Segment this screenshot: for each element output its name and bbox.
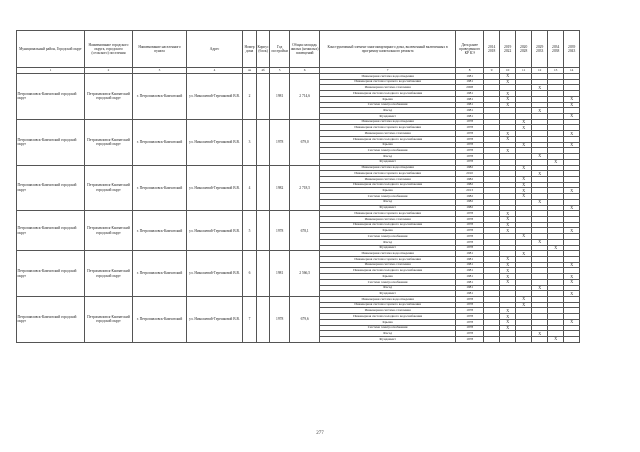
period-mark-cell: X	[564, 131, 580, 137]
period-mark-cell: X	[548, 337, 564, 343]
prior-repair-date-cell: 1981	[456, 274, 484, 280]
municipality-cell: Петропавловск-Камчатский городской округ	[17, 251, 85, 297]
column-header: Дата ранее проведенного КР КЭ	[456, 31, 484, 68]
column-header: 2034 2038	[548, 31, 564, 68]
element-cell: Фундамент	[320, 114, 456, 120]
settlement-cell: Петропавловск-Камчатский городской округ	[85, 251, 133, 297]
column-header: Общая площадь жилых (нежилых) помещений	[290, 31, 320, 68]
period-mark-cell	[484, 337, 500, 343]
locality-cell: г. Петропавловск-Камчатский	[133, 74, 187, 120]
element-cell: Инженерная система горячего водоснабжения	[320, 211, 456, 217]
prior-repair-date-cell: 1978	[456, 234, 484, 240]
period-mark-cell: X	[564, 291, 580, 297]
prior-repair-date-cell: 1978	[456, 297, 484, 303]
element-cell: Инженерная система холодного водоснабжения	[320, 136, 456, 142]
address-cell: ул. Николаевой-Терешковой В.В.	[187, 119, 243, 165]
area-cell: 2 566,5	[290, 251, 320, 297]
area-cell: 2 714,6	[290, 74, 320, 120]
period-mark-cell: X	[516, 302, 532, 308]
period-mark-cell: X	[516, 188, 532, 194]
table-header-row	[17, 31, 580, 68]
period-mark-cell: X	[516, 182, 532, 188]
element-cell: Инженерная система горячего водоснабжения	[320, 257, 456, 263]
prior-repair-date-cell: 1978	[456, 131, 484, 137]
column-number: 2	[85, 68, 133, 74]
column-header: Корпус (блок)	[257, 31, 270, 68]
element-cell: Система электроснабжения	[320, 234, 456, 240]
element-cell: Инженерная система отопления	[320, 85, 456, 91]
element-cell: Фундамент	[320, 245, 456, 251]
period-mark-cell: X	[532, 171, 548, 177]
prior-repair-date-cell: 1981	[456, 79, 484, 85]
period-mark-cell: X	[564, 188, 580, 194]
prior-repair-date-cell: 1981	[456, 285, 484, 291]
prior-repair-date-cell: 1982	[456, 199, 484, 205]
period-mark-cell: X	[500, 325, 516, 331]
municipality-cell: Петропавловск-Камчатский городской округ	[17, 165, 85, 211]
column-number: 7	[320, 68, 456, 74]
prior-repair-date-cell: 1978	[456, 222, 484, 228]
period-mark-cell: X	[500, 222, 516, 228]
element-cell: Крыша	[320, 96, 456, 102]
area-cell: 679,0	[290, 119, 320, 165]
address-cell: ул. Николаевой-Терешковой В.В.	[187, 74, 243, 120]
block-cell	[257, 211, 270, 251]
element-cell: Фасад	[320, 331, 456, 337]
municipality-cell: Петропавловск-Камчатский городской округ	[17, 119, 85, 165]
period-mark-cell: X	[500, 136, 516, 142]
municipality-cell: Петропавловск-Камчатский городской округ	[17, 74, 85, 120]
period-mark-cell	[532, 337, 548, 343]
locality-cell: г. Петропавловск-Камчатский	[133, 211, 187, 251]
address-cell: ул. Николаевой-Терешковой В.В.	[187, 297, 243, 343]
column-number: 6	[290, 68, 320, 74]
prior-repair-date-cell: 1978	[456, 314, 484, 320]
element-cell: Инженерная система отопления	[320, 176, 456, 182]
element-cell: Инженерная система горячего водоснабжения	[320, 302, 456, 308]
prior-repair-date-cell: 1978	[456, 148, 484, 154]
element-cell: Инженерная система водоотведения	[320, 119, 456, 125]
period-mark-cell: X	[532, 239, 548, 245]
area-cell: 2 718,5	[290, 165, 320, 211]
period-mark-cell: X	[500, 279, 516, 285]
element-cell: Инженерная система горячего водоснабжения	[320, 79, 456, 85]
period-mark-cell	[516, 337, 532, 343]
prior-repair-date-cell: 1978	[456, 325, 484, 331]
period-mark-cell: X	[564, 274, 580, 280]
period-mark-cell: X	[564, 319, 580, 325]
build-year-cell: 1981	[270, 251, 290, 297]
prior-repair-date-cell: 1978	[456, 159, 484, 165]
prior-repair-date-cell: 1978	[456, 216, 484, 222]
page-number: 277	[316, 431, 324, 436]
prior-repair-date-cell: 2008	[456, 85, 484, 91]
element-cell: Инженерная система водоотведения	[320, 165, 456, 171]
element-cell: Инженерная система отопления	[320, 262, 456, 268]
house-number-cell: 6	[243, 251, 257, 297]
column-header: 2029 2033	[532, 31, 548, 68]
house-number-cell: 5	[243, 211, 257, 251]
column-number: 10	[500, 68, 516, 74]
period-mark-cell: X	[516, 165, 532, 171]
element-cell: Инженерная система холодного водоснабжения	[320, 91, 456, 97]
element-cell: Инженерная система холодного водоснабжения	[320, 314, 456, 320]
table-body	[17, 74, 580, 343]
prior-repair-date-cell: 1981	[456, 91, 484, 97]
period-mark-cell: X	[516, 297, 532, 303]
period-mark-cell: X	[500, 314, 516, 320]
prior-repair-date-cell: 1981	[456, 74, 484, 80]
house-number-cell: 2	[243, 74, 257, 120]
column-number: 11	[516, 68, 532, 74]
build-year-cell: 1978	[270, 297, 290, 343]
period-mark-cell: X	[532, 285, 548, 291]
element-cell: Инженерная система водоотведения	[320, 297, 456, 303]
period-mark-cell: X	[564, 228, 580, 234]
prior-repair-date-cell: 1981	[456, 268, 484, 274]
period-mark-cell: X	[532, 199, 548, 205]
prior-repair-date-cell: 1981	[456, 114, 484, 120]
period-mark-cell: X	[564, 279, 580, 285]
element-cell: Фундамент	[320, 159, 456, 165]
period-mark-cell: X	[500, 274, 516, 280]
settlement-cell: Петропавловск-Камчатский городской округ	[85, 211, 133, 251]
column-number: 14	[564, 68, 580, 74]
prior-repair-date-cell: 1981	[456, 262, 484, 268]
build-year-cell: 1981	[270, 74, 290, 120]
period-mark-cell: X	[500, 262, 516, 268]
document-page	[16, 30, 580, 343]
prior-repair-date-cell: 1978	[456, 142, 484, 148]
settlement-cell: Петропавловск-Камчатский городской округ	[85, 74, 133, 120]
period-mark-cell: X	[564, 142, 580, 148]
settlement-cell: Петропавловск-Камчатский городской округ	[85, 297, 133, 343]
block-cell	[257, 165, 270, 211]
column-number: 1	[17, 68, 85, 74]
element-cell: Инженерная система холодного водоснабжения	[320, 268, 456, 274]
prior-repair-date-cell: 1981	[456, 291, 484, 297]
period-mark-cell: X	[500, 308, 516, 314]
element-cell: Инженерная система водоотведения	[320, 251, 456, 257]
column-number: 9	[484, 68, 500, 74]
column-header: Муниципальный район, Городской округ	[17, 31, 85, 68]
prior-repair-date-cell: 1981	[456, 96, 484, 102]
prior-repair-date-cell: 1978	[456, 302, 484, 308]
column-number: 4а	[243, 68, 257, 74]
period-mark-cell: X	[516, 125, 532, 131]
column-number: 4б	[257, 68, 270, 74]
block-cell	[257, 297, 270, 343]
locality-cell: г. Петропавловск-Камчатский	[133, 165, 187, 211]
element-cell: Инженерная система горячего водоснабжения	[320, 171, 456, 177]
period-mark-cell: X	[532, 331, 548, 337]
element-cell: Инженерная система отопления	[320, 131, 456, 137]
locality-cell: г. Петропавловск-Камчатский	[133, 251, 187, 297]
element-cell: Инженерная система холодного водоснабжения	[320, 222, 456, 228]
element-cell: Инженерная система горячего водоснабжения	[320, 125, 456, 131]
element-cell: Фундамент	[320, 291, 456, 297]
locality-cell: г. Петропавловск-Камчатский	[133, 119, 187, 165]
period-mark-cell: X	[500, 102, 516, 108]
period-mark-cell: X	[564, 205, 580, 211]
prior-repair-date-cell: 1981	[456, 102, 484, 108]
period-mark-cell: X	[500, 211, 516, 217]
column-header: Наименование городского округа, городского (сельского) поселения	[85, 31, 133, 68]
element-cell: Крыша	[320, 319, 456, 325]
prior-repair-date-cell: 1978	[456, 125, 484, 131]
period-mark-cell: X	[500, 148, 516, 154]
column-header: Адрес	[187, 31, 243, 68]
prior-repair-date-cell: 1982	[456, 165, 484, 171]
address-cell: ул. Николаевой-Терешковой В.В.	[187, 211, 243, 251]
build-year-cell: 1978	[270, 211, 290, 251]
period-mark-cell: X	[516, 234, 532, 240]
period-mark-cell: X	[500, 268, 516, 274]
element-cell: Инженерная система отопления	[320, 216, 456, 222]
element-cell: Крыша	[320, 228, 456, 234]
column-number: 4	[187, 68, 243, 74]
element-cell: Фасад	[320, 154, 456, 160]
period-mark-cell: X	[500, 74, 516, 80]
build-year-cell: 1982	[270, 165, 290, 211]
period-mark-cell	[500, 337, 516, 343]
prior-repair-date-cell: 1978	[456, 239, 484, 245]
prior-repair-date-cell: 2013	[456, 188, 484, 194]
element-cell: Система электроснабжения	[320, 279, 456, 285]
prior-repair-date-cell: 1982	[456, 194, 484, 200]
period-mark-cell: X	[500, 131, 516, 137]
prior-repair-date-cell: 1978	[456, 331, 484, 337]
prior-repair-date-cell: 1978	[456, 136, 484, 142]
element-cell: Фасад	[320, 108, 456, 114]
area-cell: 679,6	[290, 297, 320, 343]
element-cell: Система электроснабжения	[320, 325, 456, 331]
period-mark-cell: X	[500, 96, 516, 102]
period-mark-cell	[564, 337, 580, 343]
element-cell: Инженерная система отопления	[320, 308, 456, 314]
column-header: 2020 2028	[516, 31, 532, 68]
period-mark-cell: X	[548, 245, 564, 251]
period-mark-cell: X	[500, 319, 516, 325]
build-year-cell: 1978	[270, 119, 290, 165]
period-mark-cell: X	[516, 119, 532, 125]
column-header: Год постройки	[270, 31, 290, 68]
element-cell: Фундамент	[320, 337, 456, 343]
prior-repair-date-cell: 1978	[456, 319, 484, 325]
column-number: 8	[456, 68, 484, 74]
element-cell: Фасад	[320, 285, 456, 291]
element-cell: Инженерная система водоотведения	[320, 74, 456, 80]
prior-repair-date-cell: 1982	[456, 182, 484, 188]
prior-repair-date-cell: 1978	[456, 337, 484, 343]
prior-repair-date-cell: 1981	[456, 108, 484, 114]
column-number: 12	[532, 68, 548, 74]
period-mark-cell: X	[516, 194, 532, 200]
period-mark-cell: X	[532, 85, 548, 91]
prior-repair-date-cell: 1978	[456, 119, 484, 125]
column-header: 2019 2022	[500, 31, 516, 68]
column-header: Конструктивный элемент многоквартирного дома, включенный включенных в программу капитального ремонта	[320, 31, 456, 68]
prior-repair-date-cell: 1981	[456, 251, 484, 257]
column-header: Наименование населенного пункта	[133, 31, 187, 68]
prior-repair-date-cell: 1978	[456, 245, 484, 251]
period-mark-cell: X	[532, 154, 548, 160]
element-cell: Крыша	[320, 188, 456, 194]
column-header: Номер дома	[243, 31, 257, 68]
column-number: 13	[548, 68, 564, 74]
period-mark-cell: X	[564, 96, 580, 102]
column-header: 2039 2043	[564, 31, 580, 68]
prior-repair-date-cell: 1982	[456, 176, 484, 182]
prior-repair-date-cell: 1981	[456, 257, 484, 263]
area-cell: 678,1	[290, 211, 320, 251]
element-cell: Система электроснабжения	[320, 102, 456, 108]
element-cell: Фасад	[320, 239, 456, 245]
element-cell: Крыша	[320, 142, 456, 148]
column-header: 2014 2018	[484, 31, 500, 68]
period-mark-cell: X	[500, 257, 516, 263]
settlement-cell: Петропавловск-Камчатский городской округ	[85, 165, 133, 211]
prior-repair-date-cell: 1982	[456, 205, 484, 211]
period-mark-cell: X	[516, 251, 532, 257]
element-cell: Крыша	[320, 274, 456, 280]
municipality-cell: Петропавловск-Камчатский городской округ	[17, 211, 85, 251]
prior-repair-date-cell: 1981	[456, 279, 484, 285]
block-cell	[257, 251, 270, 297]
period-mark-cell: X	[564, 102, 580, 108]
prior-repair-date-cell: 2010	[456, 171, 484, 177]
element-cell: Фундамент	[320, 205, 456, 211]
municipality-cell: Петропавловск-Камчатский городской округ	[17, 297, 85, 343]
settlement-cell: Петропавловск-Камчатский городской округ	[85, 119, 133, 165]
element-cell: Фасад	[320, 199, 456, 205]
address-cell: ул. Николаевой-Терешковой В.В.	[187, 251, 243, 297]
locality-cell: г. Петропавловск-Камчатский	[133, 297, 187, 343]
column-number: 5	[270, 68, 290, 74]
capital-repair-table	[16, 30, 580, 343]
prior-repair-date-cell: 1978	[456, 154, 484, 160]
block-cell	[257, 119, 270, 165]
prior-repair-date-cell: 1978	[456, 211, 484, 217]
house-number-cell: 7	[243, 297, 257, 343]
period-mark-cell: X	[500, 79, 516, 85]
column-number: 3	[133, 68, 187, 74]
period-mark-cell: X	[548, 159, 564, 165]
period-mark-cell: X	[500, 216, 516, 222]
period-mark-cell: X	[516, 142, 532, 148]
house-number-cell: 4	[243, 165, 257, 211]
element-cell: Система электроснабжения	[320, 194, 456, 200]
period-mark-cell: X	[564, 114, 580, 120]
house-number-cell: 3	[243, 119, 257, 165]
address-cell: ул. Николаевой-Терешковой В.В.	[187, 165, 243, 211]
prior-repair-date-cell: 1978	[456, 308, 484, 314]
period-mark-cell: X	[500, 228, 516, 234]
prior-repair-date-cell: 1978	[456, 228, 484, 234]
element-cell: Инженерная система холодного водоснабжения	[320, 182, 456, 188]
period-mark-cell: X	[516, 176, 532, 182]
period-mark-cell: X	[500, 91, 516, 97]
element-cell: Система электроснабжения	[320, 148, 456, 154]
block-cell	[257, 74, 270, 120]
period-mark-cell: X	[564, 262, 580, 268]
period-mark-cell: X	[532, 108, 548, 114]
